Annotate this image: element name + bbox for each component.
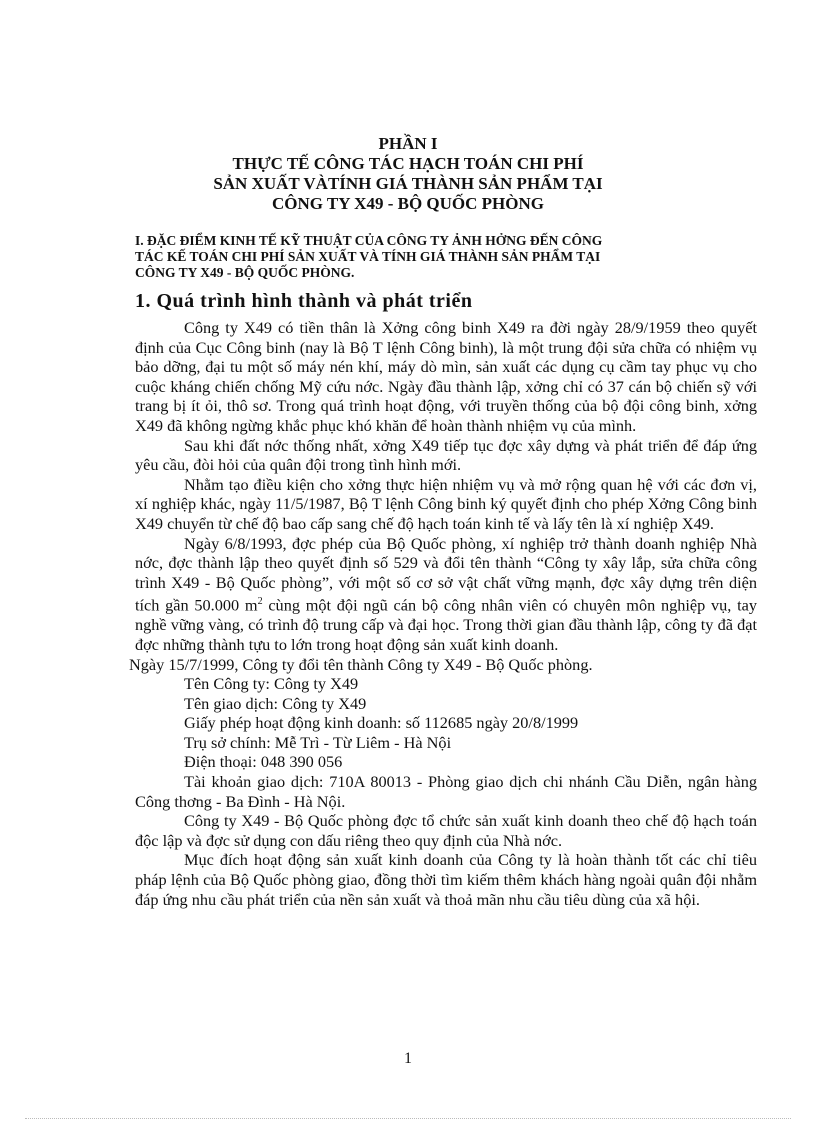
company-license: Giấy phép hoạt động kinh doanh: số 112685 ngày 20/8/1999 xyxy=(184,713,579,733)
company-account: Tài khoản giao dịch: 710A 80013 - Phòng giao dịch chi nhánh Cầu Diễn, ngân hàng Công thơng - Ba Đình - Hà Nội. xyxy=(135,772,757,811)
main-title-line-3: CÔNG TY X49 - BỘ QUỐC PHÒNG xyxy=(271,194,544,213)
main-title-line-2: SẢN XUẤT VÀTÍNH GIÁ THÀNH SẢN PHẨM TẠI xyxy=(213,174,603,193)
subheading-line-3: CÔNG TY X49 - BỘ QUỐC PHÒNG. xyxy=(135,265,355,280)
paragraph-reunification: Sau khi đất nớc thống nhất, xởng X49 tiếp tục đợc xây dựng và phát triển để đáp ứng yêu cầu, đòi hỏi của quân đội trong tình hình mới. xyxy=(135,435,757,475)
paragraph-1999: Ngày 15/7/1999, Công ty đổi tên thành Công ty X49 - Bộ Quốc phòng. xyxy=(129,654,593,674)
paragraph-history: Công ty X49 có tiền thân là Xởng công binh X49 ra đời ngày 28/9/1959 theo quyết định của Cục Công binh (nay là Bộ T lệnh Công binh), là một trung đội sửa chữa có nhiệm vụ bảo dỡng, đại tu một số máy nén khí, máy dò mìn, sản xuất các dụng cụ cầm tay phục vụ cho cuộc kháng chiến chống Mỹ cứu nớc. Ngày đầu thành lập, xởng chỉ có 37 cán bộ chiến sỹ với trang bị ít ỏi, thô sơ. Trong quá trình hoạt động, với truyền thống của bộ đội công binh, xởng X49 đã không ngừng khắc phục khó khăn để hoàn thành nhiệm vụ của mình. xyxy=(135,318,757,435)
paragraph-accounting: Công ty X49 - Bộ Quốc phòng đợc tổ chức sản xuất kinh doanh theo chế độ hạch toán độc lập và đợc sử dụng con dấu riêng theo quy định của Nhà nớc. xyxy=(135,811,757,850)
subheading-line-1: I. ĐẶC ĐIỂM KINH TẾ KỸ THUẬT CỦA CÔNG TY ẢNH HỞNG ĐẾN CÔNG xyxy=(135,233,603,248)
paragraph-1987: Nhằm tạo điều kiện cho xởng thực hiện nhiệm vụ và mở rộng quan hệ với các đơn vị, xí nghiệp khác, ngày 11/5/1987, Bộ T lệnh Công binh ký quyết định cho phép Xởng Công binh X49 chuyển từ chế độ bao cấp sang chế độ hạch toán kinh tế và lấy tên là xí nghiệp X49. xyxy=(135,474,757,533)
body-text xyxy=(129,318,758,909)
section-title: 1. Quá trình hình thành và phát triển xyxy=(135,290,473,312)
company-phone: Điện thoại: 048 390 056 xyxy=(184,752,343,772)
paragraph-purpose: Mục đích hoạt động sản xuất kinh doanh của Công ty là hoàn thành tốt các chỉ tiêu pháp lệnh của Bộ Quốc phòng giao, đồng thời tìm kiếm thêm khách hàng ngoài quân đội nhằm đáp ứng nhu cầu phát triển của nền sản xuất và thoả mãn nhu cầu tiêu dùng của xã hội. xyxy=(135,850,757,909)
subheading-line-2: TÁC KẾ TOÁN CHI PHÍ SẢN XUẤT VÀ TÍNH GIÁ THÀNH SẢN PHẨM TẠI xyxy=(135,249,601,264)
part-title: PHẦN I xyxy=(378,134,438,153)
main-title-line-1: THỰC TẾ CÔNG TÁC HẠCH TOÁN CHI PHÍ xyxy=(232,154,584,173)
company-trade-name: Tên giao dịch: Công ty X49 xyxy=(184,693,367,713)
page-break-divider xyxy=(25,1118,791,1119)
paragraph-1993-part-2: cùng một đội ngũ cán bộ công nhân viên có chuyên môn nghiệp vụ, tay nghề vững vàng, có trình độ trung cấp và đại học. Trong thời gian đầu thành lập, công ty đã đạt đợc những thành tựu to lớn trong hoạt động sản xuất kinh doanh. xyxy=(135,595,758,654)
page-number: 1 xyxy=(404,1050,412,1067)
company-name: Tên Công ty: Công ty X49 xyxy=(184,674,359,694)
company-address: Trụ sở chính: Mễ Trì - Từ Liêm - Hà Nội xyxy=(184,732,452,752)
paragraph-1993 xyxy=(135,534,757,655)
superscript-2: 2 xyxy=(257,596,263,608)
paragraph-1993-part-1: Ngày 6/8/1993, đợc phép của Bộ Quốc phòng, xí nghiệp trở thành doanh nghiệp Nhà nớc, đợc thành lập theo quyết định số 529 và đổi tên thành “Công ty xây lắp, sửa chữa công trình X49 - Bộ Quốc phòng”, với một số cơ sở vật chất vững mạnh, đợc xây dựng trên diện tích gần 50.000 m xyxy=(135,533,757,615)
